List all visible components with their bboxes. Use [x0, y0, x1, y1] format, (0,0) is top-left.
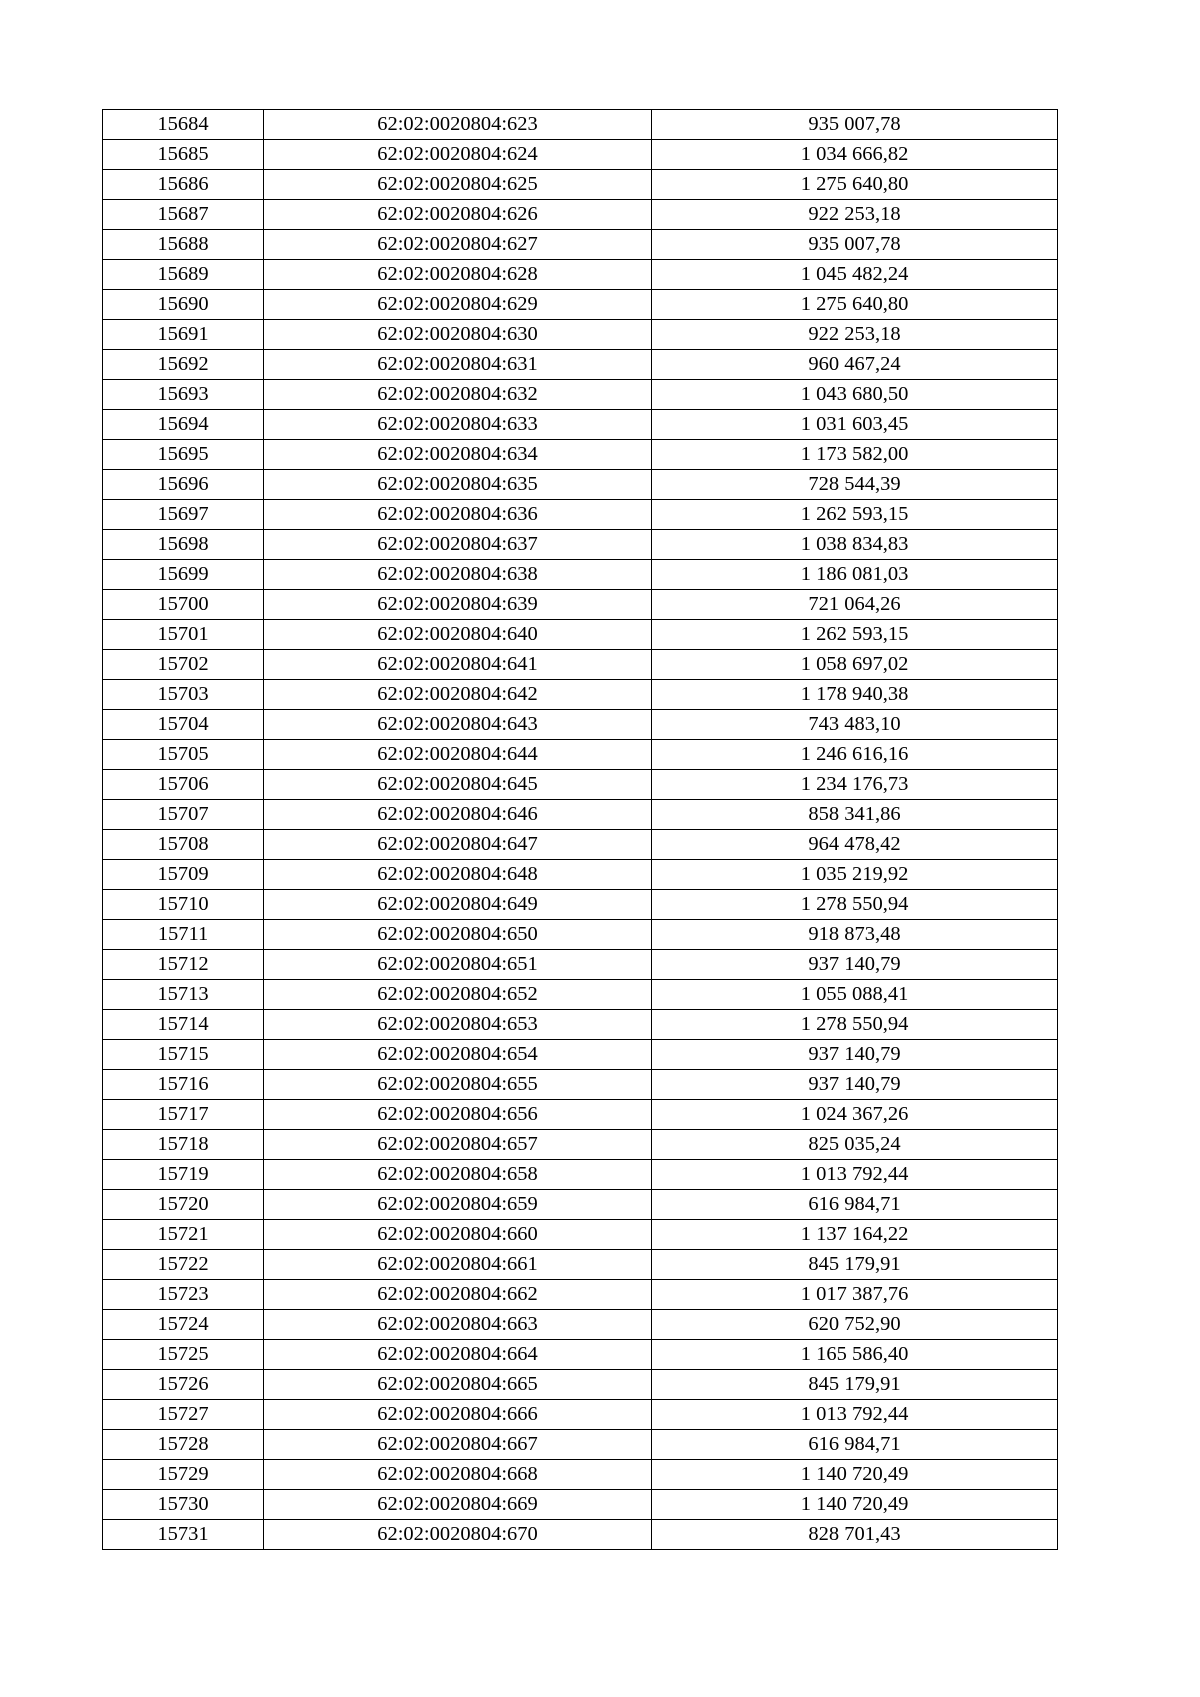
cadastral-number-cell: 62:02:0020804:658: [264, 1160, 652, 1190]
cadastral-value-cell: 858 341,86: [652, 800, 1058, 830]
row-number-cell: 15715: [103, 1040, 264, 1070]
row-number-cell: 15685: [103, 140, 264, 170]
cadastral-value-cell: 964 478,42: [652, 830, 1058, 860]
table-row: [103, 1430, 1058, 1460]
table-row: [103, 140, 1058, 170]
table-row: [103, 950, 1058, 980]
table-row: [103, 1130, 1058, 1160]
row-number-cell: 15695: [103, 440, 264, 470]
cadastral-number-cell: 62:02:0020804:646: [264, 800, 652, 830]
cadastral-number-cell: 62:02:0020804:632: [264, 380, 652, 410]
cadastral-value-cell: 937 140,79: [652, 950, 1058, 980]
table-row: [103, 290, 1058, 320]
table-row: [103, 860, 1058, 890]
cadastral-number-cell: 62:02:0020804:625: [264, 170, 652, 200]
cadastral-value-cell: 1 234 176,73: [652, 770, 1058, 800]
cadastral-value-cell: 1 035 219,92: [652, 860, 1058, 890]
table-row: [103, 170, 1058, 200]
table-row: [103, 1340, 1058, 1370]
table-row: [103, 440, 1058, 470]
row-number-cell: 15689: [103, 260, 264, 290]
table-row: [103, 1040, 1058, 1070]
row-number-cell: 15722: [103, 1250, 264, 1280]
cadastral-value-cell: 1 173 582,00: [652, 440, 1058, 470]
row-number-cell: 15692: [103, 350, 264, 380]
cadastral-number-cell: 62:02:0020804:659: [264, 1190, 652, 1220]
cadastral-value-cell: 1 058 697,02: [652, 650, 1058, 680]
row-number-cell: 15686: [103, 170, 264, 200]
table-row: [103, 110, 1058, 140]
cadastral-value-cell: 616 984,71: [652, 1430, 1058, 1460]
cadastral-number-cell: 62:02:0020804:628: [264, 260, 652, 290]
cadastral-value-cell: 1 278 550,94: [652, 1010, 1058, 1040]
cadastral-number-cell: 62:02:0020804:636: [264, 500, 652, 530]
cadastral-value-cell: 1 165 586,40: [652, 1340, 1058, 1370]
row-number-cell: 15706: [103, 770, 264, 800]
table-row: [103, 230, 1058, 260]
cadastral-number-cell: 62:02:0020804:635: [264, 470, 652, 500]
cadastral-number-cell: 62:02:0020804:652: [264, 980, 652, 1010]
cadastral-number-cell: 62:02:0020804:654: [264, 1040, 652, 1070]
cadastral-value-cell: 918 873,48: [652, 920, 1058, 950]
row-number-cell: 15724: [103, 1310, 264, 1340]
table-row: [103, 830, 1058, 860]
cadastral-value-cell: 1 034 666,82: [652, 140, 1058, 170]
table-row: [103, 1190, 1058, 1220]
cadastral-number-cell: 62:02:0020804:670: [264, 1520, 652, 1550]
cadastral-value-cell: 1 278 550,94: [652, 890, 1058, 920]
cadastral-number-cell: 62:02:0020804:630: [264, 320, 652, 350]
cadastral-number-cell: 62:02:0020804:624: [264, 140, 652, 170]
cadastral-number-cell: 62:02:0020804:629: [264, 290, 652, 320]
table-row: [103, 650, 1058, 680]
cadastral-value-table: [102, 109, 1058, 1550]
cadastral-number-cell: 62:02:0020804:666: [264, 1400, 652, 1430]
cadastral-value-cell: 1 262 593,15: [652, 620, 1058, 650]
cadastral-number-cell: 62:02:0020804:665: [264, 1370, 652, 1400]
row-number-cell: 15687: [103, 200, 264, 230]
cadastral-number-cell: 62:02:0020804:641: [264, 650, 652, 680]
row-number-cell: 15694: [103, 410, 264, 440]
table-row: [103, 710, 1058, 740]
row-number-cell: 15709: [103, 860, 264, 890]
cadastral-value-cell: 1 045 482,24: [652, 260, 1058, 290]
cadastral-number-cell: 62:02:0020804:623: [264, 110, 652, 140]
cadastral-value-cell: 922 253,18: [652, 200, 1058, 230]
table-row: [103, 200, 1058, 230]
row-number-cell: 15725: [103, 1340, 264, 1370]
row-number-cell: 15728: [103, 1430, 264, 1460]
cadastral-value-cell: 935 007,78: [652, 230, 1058, 260]
row-number-cell: 15699: [103, 560, 264, 590]
cadastral-value-cell: 721 064,26: [652, 590, 1058, 620]
table-row: [103, 500, 1058, 530]
cadastral-number-cell: 62:02:0020804:655: [264, 1070, 652, 1100]
row-number-cell: 15717: [103, 1100, 264, 1130]
cadastral-number-cell: 62:02:0020804:634: [264, 440, 652, 470]
table-row: [103, 980, 1058, 1010]
row-number-cell: 15702: [103, 650, 264, 680]
row-number-cell: 15703: [103, 680, 264, 710]
cadastral-value-cell: 1 186 081,03: [652, 560, 1058, 590]
table-row: [103, 680, 1058, 710]
row-number-cell: 15720: [103, 1190, 264, 1220]
cadastral-number-cell: 62:02:0020804:661: [264, 1250, 652, 1280]
table-row: [103, 320, 1058, 350]
cadastral-number-cell: 62:02:0020804:627: [264, 230, 652, 260]
table-row: [103, 620, 1058, 650]
cadastral-value-cell: 620 752,90: [652, 1310, 1058, 1340]
cadastral-number-cell: 62:02:0020804:669: [264, 1490, 652, 1520]
cadastral-value-cell: 1 140 720,49: [652, 1460, 1058, 1490]
row-number-cell: 15708: [103, 830, 264, 860]
row-number-cell: 15684: [103, 110, 264, 140]
cadastral-number-cell: 62:02:0020804:650: [264, 920, 652, 950]
cadastral-number-cell: 62:02:0020804:663: [264, 1310, 652, 1340]
table-row: [103, 530, 1058, 560]
table-row: [103, 920, 1058, 950]
table-row: [103, 1490, 1058, 1520]
cadastral-value-cell: 616 984,71: [652, 1190, 1058, 1220]
table-row: [103, 350, 1058, 380]
cadastral-number-cell: 62:02:0020804:648: [264, 860, 652, 890]
cadastral-number-cell: 62:02:0020804:631: [264, 350, 652, 380]
row-number-cell: 15696: [103, 470, 264, 500]
cadastral-value-cell: 1 043 680,50: [652, 380, 1058, 410]
row-number-cell: 15688: [103, 230, 264, 260]
table-row: [103, 1250, 1058, 1280]
row-number-cell: 15704: [103, 710, 264, 740]
cadastral-value-cell: 1 137 164,22: [652, 1220, 1058, 1250]
row-number-cell: 15713: [103, 980, 264, 1010]
table-row: [103, 380, 1058, 410]
table-row: [103, 590, 1058, 620]
cadastral-number-cell: 62:02:0020804:651: [264, 950, 652, 980]
table-row: [103, 1520, 1058, 1550]
cadastral-number-cell: 62:02:0020804:653: [264, 1010, 652, 1040]
cadastral-number-cell: 62:02:0020804:640: [264, 620, 652, 650]
table-row: [103, 800, 1058, 830]
cadastral-value-cell: 935 007,78: [652, 110, 1058, 140]
cadastral-value-cell: 1 275 640,80: [652, 170, 1058, 200]
cadastral-number-cell: 62:02:0020804:639: [264, 590, 652, 620]
cadastral-number-cell: 62:02:0020804:662: [264, 1280, 652, 1310]
cadastral-number-cell: 62:02:0020804:626: [264, 200, 652, 230]
row-number-cell: 15691: [103, 320, 264, 350]
cadastral-value-cell: 1 275 640,80: [652, 290, 1058, 320]
cadastral-value-cell: 1 013 792,44: [652, 1160, 1058, 1190]
row-number-cell: 15723: [103, 1280, 264, 1310]
row-number-cell: 15693: [103, 380, 264, 410]
cadastral-number-cell: 62:02:0020804:667: [264, 1430, 652, 1460]
row-number-cell: 15729: [103, 1460, 264, 1490]
table-row: [103, 770, 1058, 800]
table-row: [103, 1400, 1058, 1430]
cadastral-number-cell: 62:02:0020804:647: [264, 830, 652, 860]
cadastral-value-cell: 1 017 387,76: [652, 1280, 1058, 1310]
row-number-cell: 15705: [103, 740, 264, 770]
table-row: [103, 470, 1058, 500]
cadastral-value-cell: 1 024 367,26: [652, 1100, 1058, 1130]
cadastral-number-cell: 62:02:0020804:638: [264, 560, 652, 590]
table-row: [103, 740, 1058, 770]
cadastral-value-cell: 960 467,24: [652, 350, 1058, 380]
row-number-cell: 15698: [103, 530, 264, 560]
cadastral-number-cell: 62:02:0020804:649: [264, 890, 652, 920]
row-number-cell: 15714: [103, 1010, 264, 1040]
row-number-cell: 15731: [103, 1520, 264, 1550]
row-number-cell: 15707: [103, 800, 264, 830]
cadastral-number-cell: 62:02:0020804:664: [264, 1340, 652, 1370]
row-number-cell: 15712: [103, 950, 264, 980]
cadastral-number-cell: 62:02:0020804:645: [264, 770, 652, 800]
cadastral-value-cell: 1 262 593,15: [652, 500, 1058, 530]
cadastral-value-cell: 1 038 834,83: [652, 530, 1058, 560]
table-row: [103, 1010, 1058, 1040]
cadastral-number-cell: 62:02:0020804:657: [264, 1130, 652, 1160]
cadastral-number-cell: 62:02:0020804:656: [264, 1100, 652, 1130]
cadastral-value-cell: 1 013 792,44: [652, 1400, 1058, 1430]
row-number-cell: 15700: [103, 590, 264, 620]
cadastral-value-cell: 845 179,91: [652, 1370, 1058, 1400]
cadastral-number-cell: 62:02:0020804:668: [264, 1460, 652, 1490]
row-number-cell: 15719: [103, 1160, 264, 1190]
row-number-cell: 15701: [103, 620, 264, 650]
table-row: [103, 890, 1058, 920]
cadastral-value-cell: 825 035,24: [652, 1130, 1058, 1160]
table-row: [103, 410, 1058, 440]
row-number-cell: 15726: [103, 1370, 264, 1400]
table-row: [103, 560, 1058, 590]
cadastral-value-cell: 937 140,79: [652, 1070, 1058, 1100]
cadastral-value-cell: 828 701,43: [652, 1520, 1058, 1550]
row-number-cell: 15711: [103, 920, 264, 950]
table-row: [103, 1100, 1058, 1130]
row-number-cell: 15721: [103, 1220, 264, 1250]
cadastral-value-cell: 937 140,79: [652, 1040, 1058, 1070]
cadastral-number-cell: 62:02:0020804:633: [264, 410, 652, 440]
table-row: [103, 1460, 1058, 1490]
cadastral-value-cell: 1 031 603,45: [652, 410, 1058, 440]
row-number-cell: 15727: [103, 1400, 264, 1430]
cadastral-value-cell: 728 544,39: [652, 470, 1058, 500]
table-body: [103, 110, 1058, 1550]
table-row: [103, 1280, 1058, 1310]
table-row: [103, 1070, 1058, 1100]
row-number-cell: 15690: [103, 290, 264, 320]
cadastral-number-cell: 62:02:0020804:644: [264, 740, 652, 770]
cadastral-value-cell: 845 179,91: [652, 1250, 1058, 1280]
cadastral-number-cell: 62:02:0020804:643: [264, 710, 652, 740]
cadastral-value-cell: 1 140 720,49: [652, 1490, 1058, 1520]
row-number-cell: 15716: [103, 1070, 264, 1100]
table-row: [103, 1220, 1058, 1250]
cadastral-number-cell: 62:02:0020804:637: [264, 530, 652, 560]
row-number-cell: 15710: [103, 890, 264, 920]
row-number-cell: 15718: [103, 1130, 264, 1160]
table-row: [103, 1160, 1058, 1190]
table-row: [103, 1310, 1058, 1340]
table-row: [103, 1370, 1058, 1400]
cadastral-value-cell: 743 483,10: [652, 710, 1058, 740]
cadastral-number-cell: 62:02:0020804:660: [264, 1220, 652, 1250]
row-number-cell: 15730: [103, 1490, 264, 1520]
cadastral-value-cell: 922 253,18: [652, 320, 1058, 350]
cadastral-number-cell: 62:02:0020804:642: [264, 680, 652, 710]
table-row: [103, 260, 1058, 290]
cadastral-value-cell: 1 246 616,16: [652, 740, 1058, 770]
row-number-cell: 15697: [103, 500, 264, 530]
cadastral-value-cell: 1 055 088,41: [652, 980, 1058, 1010]
cadastral-value-cell: 1 178 940,38: [652, 680, 1058, 710]
